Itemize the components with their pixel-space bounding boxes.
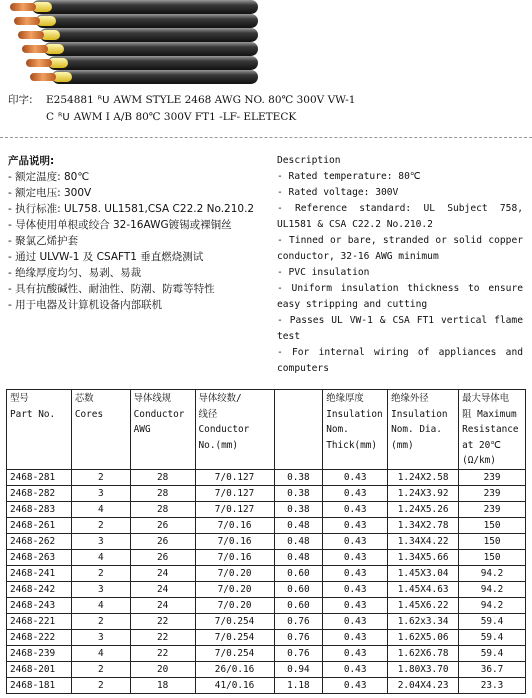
table-row bbox=[7, 661, 526, 677]
cell-awg: 24 bbox=[130, 597, 195, 613]
cell-awg: 22 bbox=[130, 613, 195, 629]
description-cn-item: - 导体使用单根或绞合 32-16AWG镀锡或裸铜丝 bbox=[8, 219, 232, 231]
description-en-item: - Tinned or bare, stranded or solid copper conductor, 32-16 AWG minimum bbox=[277, 235, 523, 262]
cell-conductor: 41/0.16 bbox=[195, 677, 274, 693]
header-max-resistance: 最大导体电 阻 Maximum Resistance at 20℃ (Ω/km) bbox=[459, 390, 526, 470]
cell-resistance: 150 bbox=[459, 517, 526, 533]
cell-resistance: 94.2 bbox=[459, 581, 526, 597]
description-en bbox=[277, 153, 523, 377]
cell-insulation-thick: 0.43 bbox=[323, 533, 388, 549]
cell-insulation-thick: 0.43 bbox=[323, 549, 388, 565]
header-cores: 芯数 Cores bbox=[71, 390, 130, 470]
print-line1-code: E254881 bbox=[46, 94, 94, 106]
description-en-item: - Passes UL VW-1 & CSA FT1 vertical flame test bbox=[277, 315, 523, 342]
cell-insulation-dia: 1.45X3.04 bbox=[388, 565, 459, 581]
cell-awg: 26 bbox=[130, 549, 195, 565]
cell-resistance: 94.2 bbox=[459, 597, 526, 613]
cell-part-no: 2468-201 bbox=[7, 661, 72, 677]
cell-awg: 22 bbox=[130, 629, 195, 645]
cell-conductor: 7/0.254 bbox=[195, 629, 274, 645]
cell-insulation-thick: 0.43 bbox=[323, 517, 388, 533]
table-header-row bbox=[7, 390, 526, 470]
description-cn-item: - 额定电压: 300V bbox=[8, 187, 92, 199]
header-conductor-awg: 导体线规 Conductor AWG bbox=[130, 390, 195, 470]
description-cn-item: - 具有抗酸碱性、耐油性、防潮、防霉等特性 bbox=[8, 283, 215, 295]
cell-insulation-dia: 1.62x3.34 bbox=[388, 613, 459, 629]
print-line1-text: AWM STYLE 2468 AWG NO. 80℃ 300V VW-1 bbox=[113, 94, 356, 106]
cell-awg: 24 bbox=[130, 565, 195, 581]
table-row bbox=[7, 645, 526, 661]
cell-insulation-dia: 1.24X3.92 bbox=[388, 485, 459, 501]
cell-nominal: 0.38 bbox=[274, 485, 323, 501]
table-body bbox=[7, 469, 526, 693]
cell-awg: 18 bbox=[130, 677, 195, 693]
cell-resistance: 59.4 bbox=[459, 629, 526, 645]
cell-part-no: 2468-221 bbox=[7, 613, 72, 629]
cell-insulation-thick: 0.43 bbox=[323, 677, 388, 693]
cell-part-no: 2468-243 bbox=[7, 597, 72, 613]
cell-part-no: 2468-281 bbox=[7, 469, 72, 485]
cul-recognized-icon: ᴿU bbox=[58, 112, 70, 123]
description-cn-item: - 通过 ULVW-1 及 CSAFT1 垂直燃烧测试 bbox=[8, 251, 204, 263]
header-part-no: 型号 Part No. bbox=[7, 390, 72, 470]
cell-cores: 2 bbox=[71, 613, 130, 629]
cell-nominal: 0.60 bbox=[274, 581, 323, 597]
cell-insulation-dia: 1.45X6.22 bbox=[388, 597, 459, 613]
description-cn-item: - 绝缘厚度均匀、易剥、易裁 bbox=[8, 267, 142, 279]
cell-insulation-dia: 2.04X4.23 bbox=[388, 677, 459, 693]
cell-conductor: 7/0.20 bbox=[195, 597, 274, 613]
cell-part-no: 2468-239 bbox=[7, 645, 72, 661]
flat-cable-image bbox=[0, 0, 260, 86]
cell-cores: 2 bbox=[71, 565, 130, 581]
cell-resistance: 239 bbox=[459, 501, 526, 517]
cell-insulation-thick: 0.43 bbox=[323, 581, 388, 597]
description-cn bbox=[8, 153, 270, 313]
header-blank bbox=[274, 390, 323, 470]
cell-cores: 4 bbox=[71, 549, 130, 565]
cell-resistance: 239 bbox=[459, 485, 526, 501]
table-row bbox=[7, 485, 526, 501]
cell-insulation-dia: 1.80X3.70 bbox=[388, 661, 459, 677]
cell-insulation-thick: 0.43 bbox=[323, 613, 388, 629]
cell-insulation-thick: 0.43 bbox=[323, 597, 388, 613]
table-row bbox=[7, 549, 526, 565]
cell-nominal: 0.38 bbox=[274, 501, 323, 517]
table-row bbox=[7, 629, 526, 645]
cable-cores bbox=[10, 0, 258, 84]
table-row bbox=[7, 597, 526, 613]
cell-cores: 2 bbox=[71, 661, 130, 677]
cell-awg: 28 bbox=[130, 485, 195, 501]
print-line2-text: AWM I A/B 80℃ 300V FT1 -LF- ELETECK bbox=[73, 111, 297, 123]
cell-cores: 4 bbox=[71, 645, 130, 661]
cell-conductor: 7/0.16 bbox=[195, 517, 274, 533]
cell-insulation-dia: 1.34X2.78 bbox=[388, 517, 459, 533]
print-line2-prefix: C bbox=[46, 111, 55, 123]
table-row bbox=[7, 581, 526, 597]
cell-insulation-thick: 0.43 bbox=[323, 485, 388, 501]
cell-conductor: 7/0.127 bbox=[195, 501, 274, 517]
cell-cores: 4 bbox=[71, 597, 130, 613]
table-row bbox=[7, 677, 526, 693]
cell-part-no: 2468-263 bbox=[7, 549, 72, 565]
cell-conductor: 7/0.20 bbox=[195, 565, 274, 581]
cell-cores: 3 bbox=[71, 485, 130, 501]
cell-cores: 2 bbox=[71, 677, 130, 693]
description-en-item: - Rated voltage: 300V bbox=[277, 187, 399, 198]
cell-part-no: 2468-262 bbox=[7, 533, 72, 549]
description-en-item: - Uniform insulation thickness to ensure easy stripping and cutting bbox=[277, 283, 523, 310]
cell-cores: 3 bbox=[71, 629, 130, 645]
description-cn-item: - 聚氯乙烯护套 bbox=[8, 235, 79, 247]
cell-insulation-dia: 1.34X5.66 bbox=[388, 549, 459, 565]
cell-insulation-thick: 0.43 bbox=[323, 501, 388, 517]
cell-awg: 20 bbox=[130, 661, 195, 677]
cell-part-no: 2468-242 bbox=[7, 581, 72, 597]
cell-cores: 2 bbox=[71, 517, 130, 533]
cell-awg: 26 bbox=[130, 517, 195, 533]
cell-nominal: 0.60 bbox=[274, 565, 323, 581]
cell-nominal: 0.38 bbox=[274, 469, 323, 485]
cell-resistance: 239 bbox=[459, 469, 526, 485]
cell-cores: 3 bbox=[71, 533, 130, 549]
cell-conductor: 7/0.254 bbox=[195, 613, 274, 629]
cell-cores: 4 bbox=[71, 501, 130, 517]
ul-recognized-icon: ᴿU bbox=[97, 95, 110, 106]
cell-nominal: 0.48 bbox=[274, 517, 323, 533]
cell-insulation-dia: 1.62X6.78 bbox=[388, 645, 459, 661]
cell-cores: 2 bbox=[71, 469, 130, 485]
header-insulation-dia: 绝缘外径 Insulation Nom. Dia. (mm) bbox=[388, 390, 459, 470]
description-cn-item: - 执行标准: UL758. UL1581,CSA C22.2 No.210.2 bbox=[8, 203, 255, 215]
cell-awg: 28 bbox=[130, 501, 195, 517]
cell-resistance: 150 bbox=[459, 549, 526, 565]
cell-insulation-dia: 1.34X4.22 bbox=[388, 533, 459, 549]
cell-awg: 26 bbox=[130, 533, 195, 549]
cell-part-no: 2468-261 bbox=[7, 517, 72, 533]
cell-conductor: 7/0.254 bbox=[195, 645, 274, 661]
cell-awg: 28 bbox=[130, 469, 195, 485]
print-marking bbox=[8, 92, 528, 126]
cell-conductor: 7/0.16 bbox=[195, 549, 274, 565]
section-divider bbox=[0, 137, 532, 138]
cell-resistance: 23.3 bbox=[459, 677, 526, 693]
cell-insulation-dia: 1.24X5.26 bbox=[388, 501, 459, 517]
description-en-item: - Reference standard: UL Subject 758, UL1581 & CSA C22.2 No.210.2 bbox=[277, 203, 523, 230]
description-en-heading: Description bbox=[277, 155, 341, 166]
table-row bbox=[7, 565, 526, 581]
cell-part-no: 2468-282 bbox=[7, 485, 72, 501]
description-cn-item: - 用于电器及计算机设备内部联机 bbox=[8, 299, 163, 311]
description-en-item: - For internal wiring of appliances and computers bbox=[277, 347, 523, 374]
cell-nominal: 0.76 bbox=[274, 645, 323, 661]
cell-insulation-thick: 0.43 bbox=[323, 629, 388, 645]
cell-insulation-thick: 0.43 bbox=[323, 565, 388, 581]
cell-nominal: 0.76 bbox=[274, 629, 323, 645]
cell-resistance: 150 bbox=[459, 533, 526, 549]
cell-part-no: 2468-241 bbox=[7, 565, 72, 581]
table-row bbox=[7, 501, 526, 517]
spec-table bbox=[6, 389, 526, 694]
table-row bbox=[7, 533, 526, 549]
cell-cores: 3 bbox=[71, 581, 130, 597]
cell-insulation-dia: 1.45X4.63 bbox=[388, 581, 459, 597]
cell-nominal: 0.94 bbox=[274, 661, 323, 677]
cell-conductor: 7/0.16 bbox=[195, 533, 274, 549]
cell-part-no: 2468-181 bbox=[7, 677, 72, 693]
cell-nominal: 0.48 bbox=[274, 549, 323, 565]
description-cn-heading: 产品说明: bbox=[8, 155, 55, 167]
cell-resistance: 59.4 bbox=[459, 613, 526, 629]
cell-resistance: 94.2 bbox=[459, 565, 526, 581]
cell-insulation-thick: 0.43 bbox=[323, 661, 388, 677]
description-cn-item: - 额定温度: 80℃ bbox=[8, 171, 90, 183]
cell-awg: 24 bbox=[130, 581, 195, 597]
print-line-2 bbox=[8, 109, 528, 126]
header-conductor-no: 导体绞数/ 线径 Conductor No.(mm) bbox=[195, 390, 274, 470]
cell-conductor: 26/0.16 bbox=[195, 661, 274, 677]
cell-conductor: 7/0.20 bbox=[195, 581, 274, 597]
print-line-1 bbox=[8, 92, 528, 109]
header-insulation-thick: 绝缘厚度 Insulation Nom. Thick(mm) bbox=[323, 390, 388, 470]
cell-insulation-thick: 0.43 bbox=[323, 469, 388, 485]
table-row bbox=[7, 613, 526, 629]
cell-nominal: 1.18 bbox=[274, 677, 323, 693]
print-label: 印字: bbox=[8, 94, 33, 106]
description-en-item: - Rated temperature: 80℃ bbox=[277, 171, 421, 182]
cell-conductor: 7/0.127 bbox=[195, 469, 274, 485]
cell-conductor: 7/0.127 bbox=[195, 485, 274, 501]
cell-insulation-dia: 1.24X2.58 bbox=[388, 469, 459, 485]
table-row bbox=[7, 517, 526, 533]
cell-nominal: 0.48 bbox=[274, 533, 323, 549]
cell-awg: 22 bbox=[130, 645, 195, 661]
cell-resistance: 59.4 bbox=[459, 645, 526, 661]
cell-insulation-thick: 0.43 bbox=[323, 645, 388, 661]
cell-resistance: 36.7 bbox=[459, 661, 526, 677]
cell-nominal: 0.60 bbox=[274, 597, 323, 613]
table-row bbox=[7, 469, 526, 485]
cell-part-no: 2468-222 bbox=[7, 629, 72, 645]
cell-part-no: 2468-283 bbox=[7, 501, 72, 517]
description-en-item: - PVC insulation bbox=[277, 267, 370, 278]
cell-insulation-dia: 1.62X5.06 bbox=[388, 629, 459, 645]
cell-nominal: 0.76 bbox=[274, 613, 323, 629]
